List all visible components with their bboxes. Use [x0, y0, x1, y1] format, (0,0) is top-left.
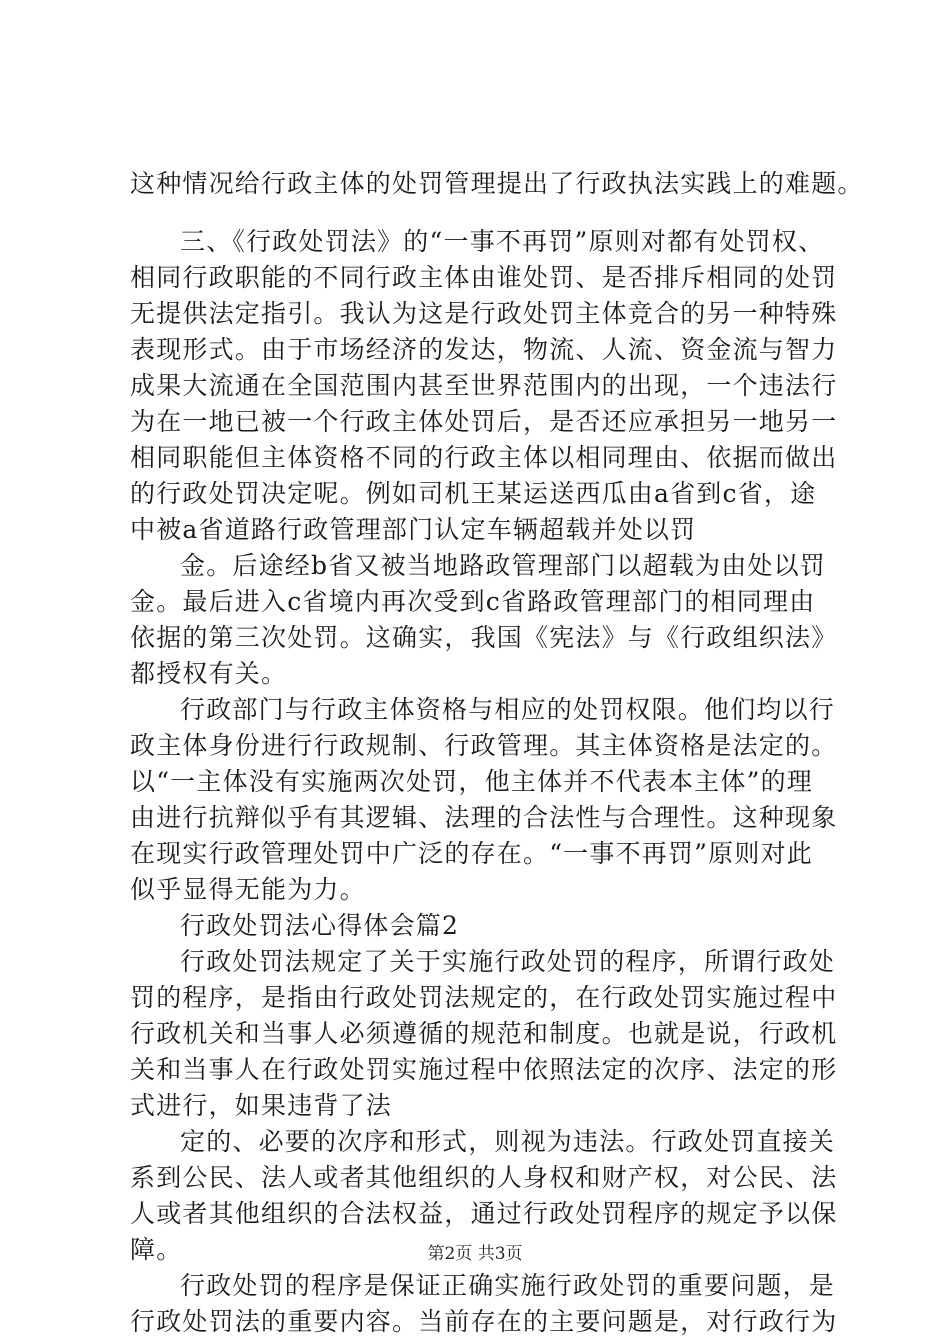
text-line: 政主体身份进行行政规制、行政管理。其主体资格是法定的。	[130, 731, 838, 760]
text-line: 关和当事人在行政处罚实施过程中依照法定的次序、法定的形	[130, 1055, 838, 1084]
text-line: 行政机关和当事人必须遵循的规范和制度。也就是说，行政机	[130, 1019, 838, 1048]
article-title-line: 行政处罚法心得体会篇2	[180, 911, 460, 940]
text-line: 罚的程序，是指由行政处罚法规定的，在行政处罚实施过程中	[130, 983, 838, 1012]
text-line: 似乎显得无能为力。	[130, 875, 366, 904]
text-line: 以“一主体没有实施两次处罚，他主体并不代表本主体”的理	[130, 767, 813, 796]
text-line: 依据的第三次处罚。这确实，我国《宪法》与《行政组织法》	[130, 623, 838, 652]
text-line: 式进行，如果违背了法	[130, 1091, 393, 1120]
text-line: 由进行抗辩似乎有其逻辑、法理的合法性与合理性。这种现象	[130, 803, 838, 832]
text-line: 为在一地已被一个行政主体处罚后，是否还应承担另一地另一	[130, 407, 838, 436]
text-line: 金。最后进入c省境内再次受到c省路政管理部门的相同理由	[130, 587, 816, 616]
text-line: 都授权有关。	[130, 659, 288, 688]
document-body	[130, 166, 864, 1340]
text-line: 在现实行政管理处罚中广泛的存在。“一事不再罚”原则对此	[130, 839, 813, 868]
text-line: 障。	[130, 1235, 183, 1264]
section-heading-line: 三、《行政处罚法》的“一事不再罚”原则对都有处罚权、	[180, 227, 825, 256]
text-line: 系到公民、法人或者其他组织的人身权和财产权，对公民、法	[130, 1163, 838, 1192]
text-line: 行政处罚法的重要内容。当前存在的主要问题是，对行政行为	[130, 1307, 838, 1336]
text-line: 的行政处罚决定呢。例如司机王某运送西瓜由a省到c省，途	[130, 479, 817, 508]
text-line: 相同职能但主体资格不同的行政主体以相同理由、依据而做出	[130, 443, 838, 472]
text-line: 行政处罚的程序是保证正确实施行政处罚的重要问题，是	[180, 1271, 836, 1300]
text-line: 行政处罚法规定了关于实施行政处罚的程序，所谓行政处	[180, 947, 836, 976]
text-line: 相同行政职能的不同行政主体由谁处罚、是否排斥相同的处罚	[130, 263, 838, 292]
text-line: 成果大流通在全国范围内甚至世界范围内的出现，一个违法行	[130, 371, 838, 400]
text-line: 表现形式。由于市场经济的发达，物流、人流、资金流与智力	[130, 335, 838, 364]
paragraph-gap	[130, 202, 830, 224]
text-line: 金。后途经b省又被当地路政管理部门以超载为由处以罚	[180, 551, 827, 580]
text-line: 这种情况给行政主体的处罚管理提出了行政执法实践上的难题。	[130, 169, 864, 198]
text-line: 无提供法定指引。我认为这是行政处罚主体竞合的另一种特殊	[130, 299, 838, 328]
text-line: 人或者其他组织的合法权益，通过行政处罚程序的规定予以保	[130, 1199, 838, 1228]
text-line: 中被a省道路行政管理部门认定车辆超载并处以罚	[130, 515, 697, 544]
text-line: 行政部门与行政主体资格与相应的处罚权限。他们均以行	[180, 695, 836, 724]
page-number-footer: 第2页 共3页	[427, 1244, 523, 1264]
text-line: 定的、必要的次序和形式，则视为违法。行政处罚直接关	[180, 1127, 836, 1156]
